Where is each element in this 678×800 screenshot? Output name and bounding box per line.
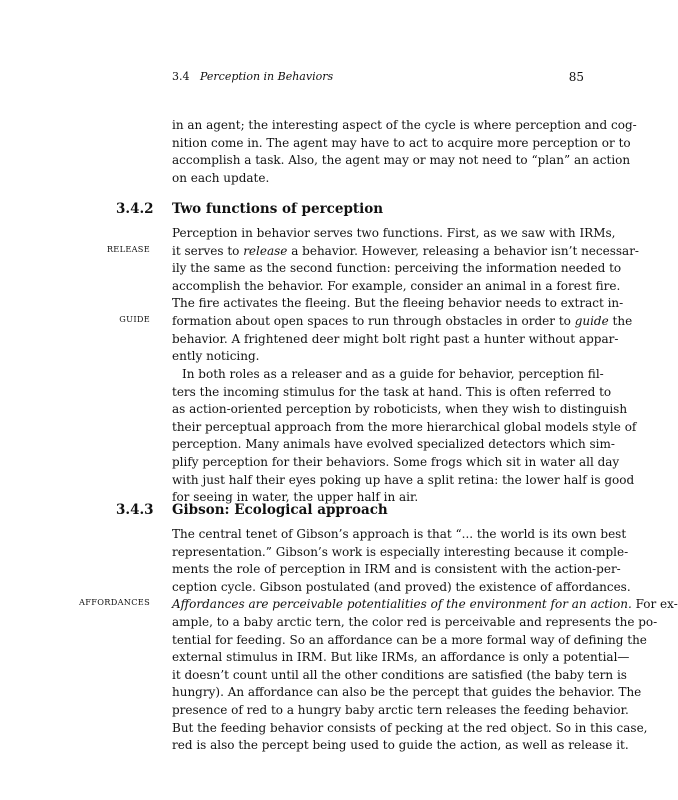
- section-heading-343: [116, 502, 586, 522]
- text-line: for seeing in water, the upper half in air.: [172, 490, 419, 505]
- margin-note-guide: GUIDE: [119, 314, 150, 324]
- text-line: nition come in. The agent may have to act to acquire more perception or to: [172, 135, 631, 150]
- running-header: [172, 70, 584, 88]
- paragraph-342-1: [172, 225, 639, 366]
- text-line: In both roles as a releaser and as a guide for behavior, perception fil-: [182, 367, 604, 381]
- text-line: The fire activates the fleeing. But the fleeing behavior needs to extract in-: [172, 296, 624, 311]
- text-line: ample, to a baby arctic tern, the color red is perceivable and represents the po-: [172, 614, 658, 629]
- text-line: external stimulus in IRM. But like IRMs, an affordance is only a potential—: [172, 650, 630, 665]
- intro-paragraph: [172, 117, 637, 187]
- text-line: plify perception for their behaviors. Some frogs which sit in water all day: [172, 454, 620, 469]
- section-title: Gibson: Ecological approach: [172, 502, 388, 518]
- text-line: accomplish the behavior. For example, consider an animal in a forest fire.: [172, 278, 621, 293]
- text-line: on each update.: [172, 170, 270, 185]
- text-line: in an agent; the interesting aspect of the cycle is where perception and cog-: [172, 118, 637, 132]
- text-line: hungry). An affordance can also be the percept that guides the behavior. The: [172, 685, 642, 700]
- text-line: ily the same as the second function: perceiving the information needed to: [172, 261, 622, 276]
- text-line: Affordances are perceivable potentialities of the environment for an action. For ex-: [172, 597, 678, 612]
- text-line: representation.” Gibson’s work is especially interesting because it comple-: [172, 544, 629, 559]
- text-line: presence of red to a hungry baby arctic tern releases the feeding behavior.: [172, 702, 629, 717]
- text-line: formation about open spaces to run through obstacles in order to guide the: [172, 313, 633, 328]
- header-section-title: Perception in Behaviors: [200, 70, 334, 83]
- margin-note-affordances: AFFORDANCES: [79, 597, 150, 607]
- text-line: accomplish a task. Also, the agent may or may not need to “plan” an action: [172, 153, 631, 168]
- text-line: ception cycle. Gibson postulated (and proved) the existence of affordances.: [172, 579, 631, 594]
- section-heading-342: [116, 201, 586, 221]
- section-number: 3.4.2: [116, 201, 154, 217]
- paragraph-343-1: [172, 526, 678, 755]
- margin-note-release: RELEASE: [106, 244, 150, 254]
- text-line: tential for feeding. So an affordance can be a more formal way of defining the: [172, 632, 647, 647]
- text-line: Perception in behavior serves two functions. First, as we saw with IRMs,: [172, 226, 616, 240]
- text-line: it serves to release a behavior. However, releasing a behavior isn’t necessar-: [172, 243, 639, 258]
- page-number: 85: [568, 70, 584, 84]
- section-number: 3.4.3: [116, 502, 154, 518]
- header-section-number: 3.4: [172, 70, 190, 83]
- text-line: behavior. A frightened deer might bolt right past a hunter without appar-: [172, 331, 619, 346]
- text-line: But the feeding behavior consists of pecking at the red object. So in this case,: [172, 720, 648, 735]
- text-line: red is also the percept being used to guide the action, as well as release it.: [172, 738, 629, 753]
- text-line: The central tenet of Gibson’s approach is that “... the world is its own best: [172, 527, 627, 541]
- text-line: ters the incoming stimulus for the task at hand. This is often referred to: [172, 384, 612, 399]
- text-line: it doesn’t count until all the other conditions are satisfied (the baby tern is: [172, 667, 627, 682]
- section-title: Two functions of perception: [172, 201, 384, 217]
- text-line: their perceptual approach from the more hierarchical global models style of: [172, 419, 637, 434]
- text-line: perception. Many animals have evolved specialized detectors which sim-: [172, 437, 615, 452]
- text-line: ently noticing.: [172, 349, 260, 364]
- text-line: as action-oriented perception by roboticists, when they wish to distinguish: [172, 402, 628, 417]
- paragraph-342-2: [172, 366, 637, 507]
- text-line: ments the role of perception in IRM and is consistent with the action-per-: [172, 562, 621, 577]
- text-line: with just half their eyes poking up have a split retina: the lower half is good: [172, 472, 635, 487]
